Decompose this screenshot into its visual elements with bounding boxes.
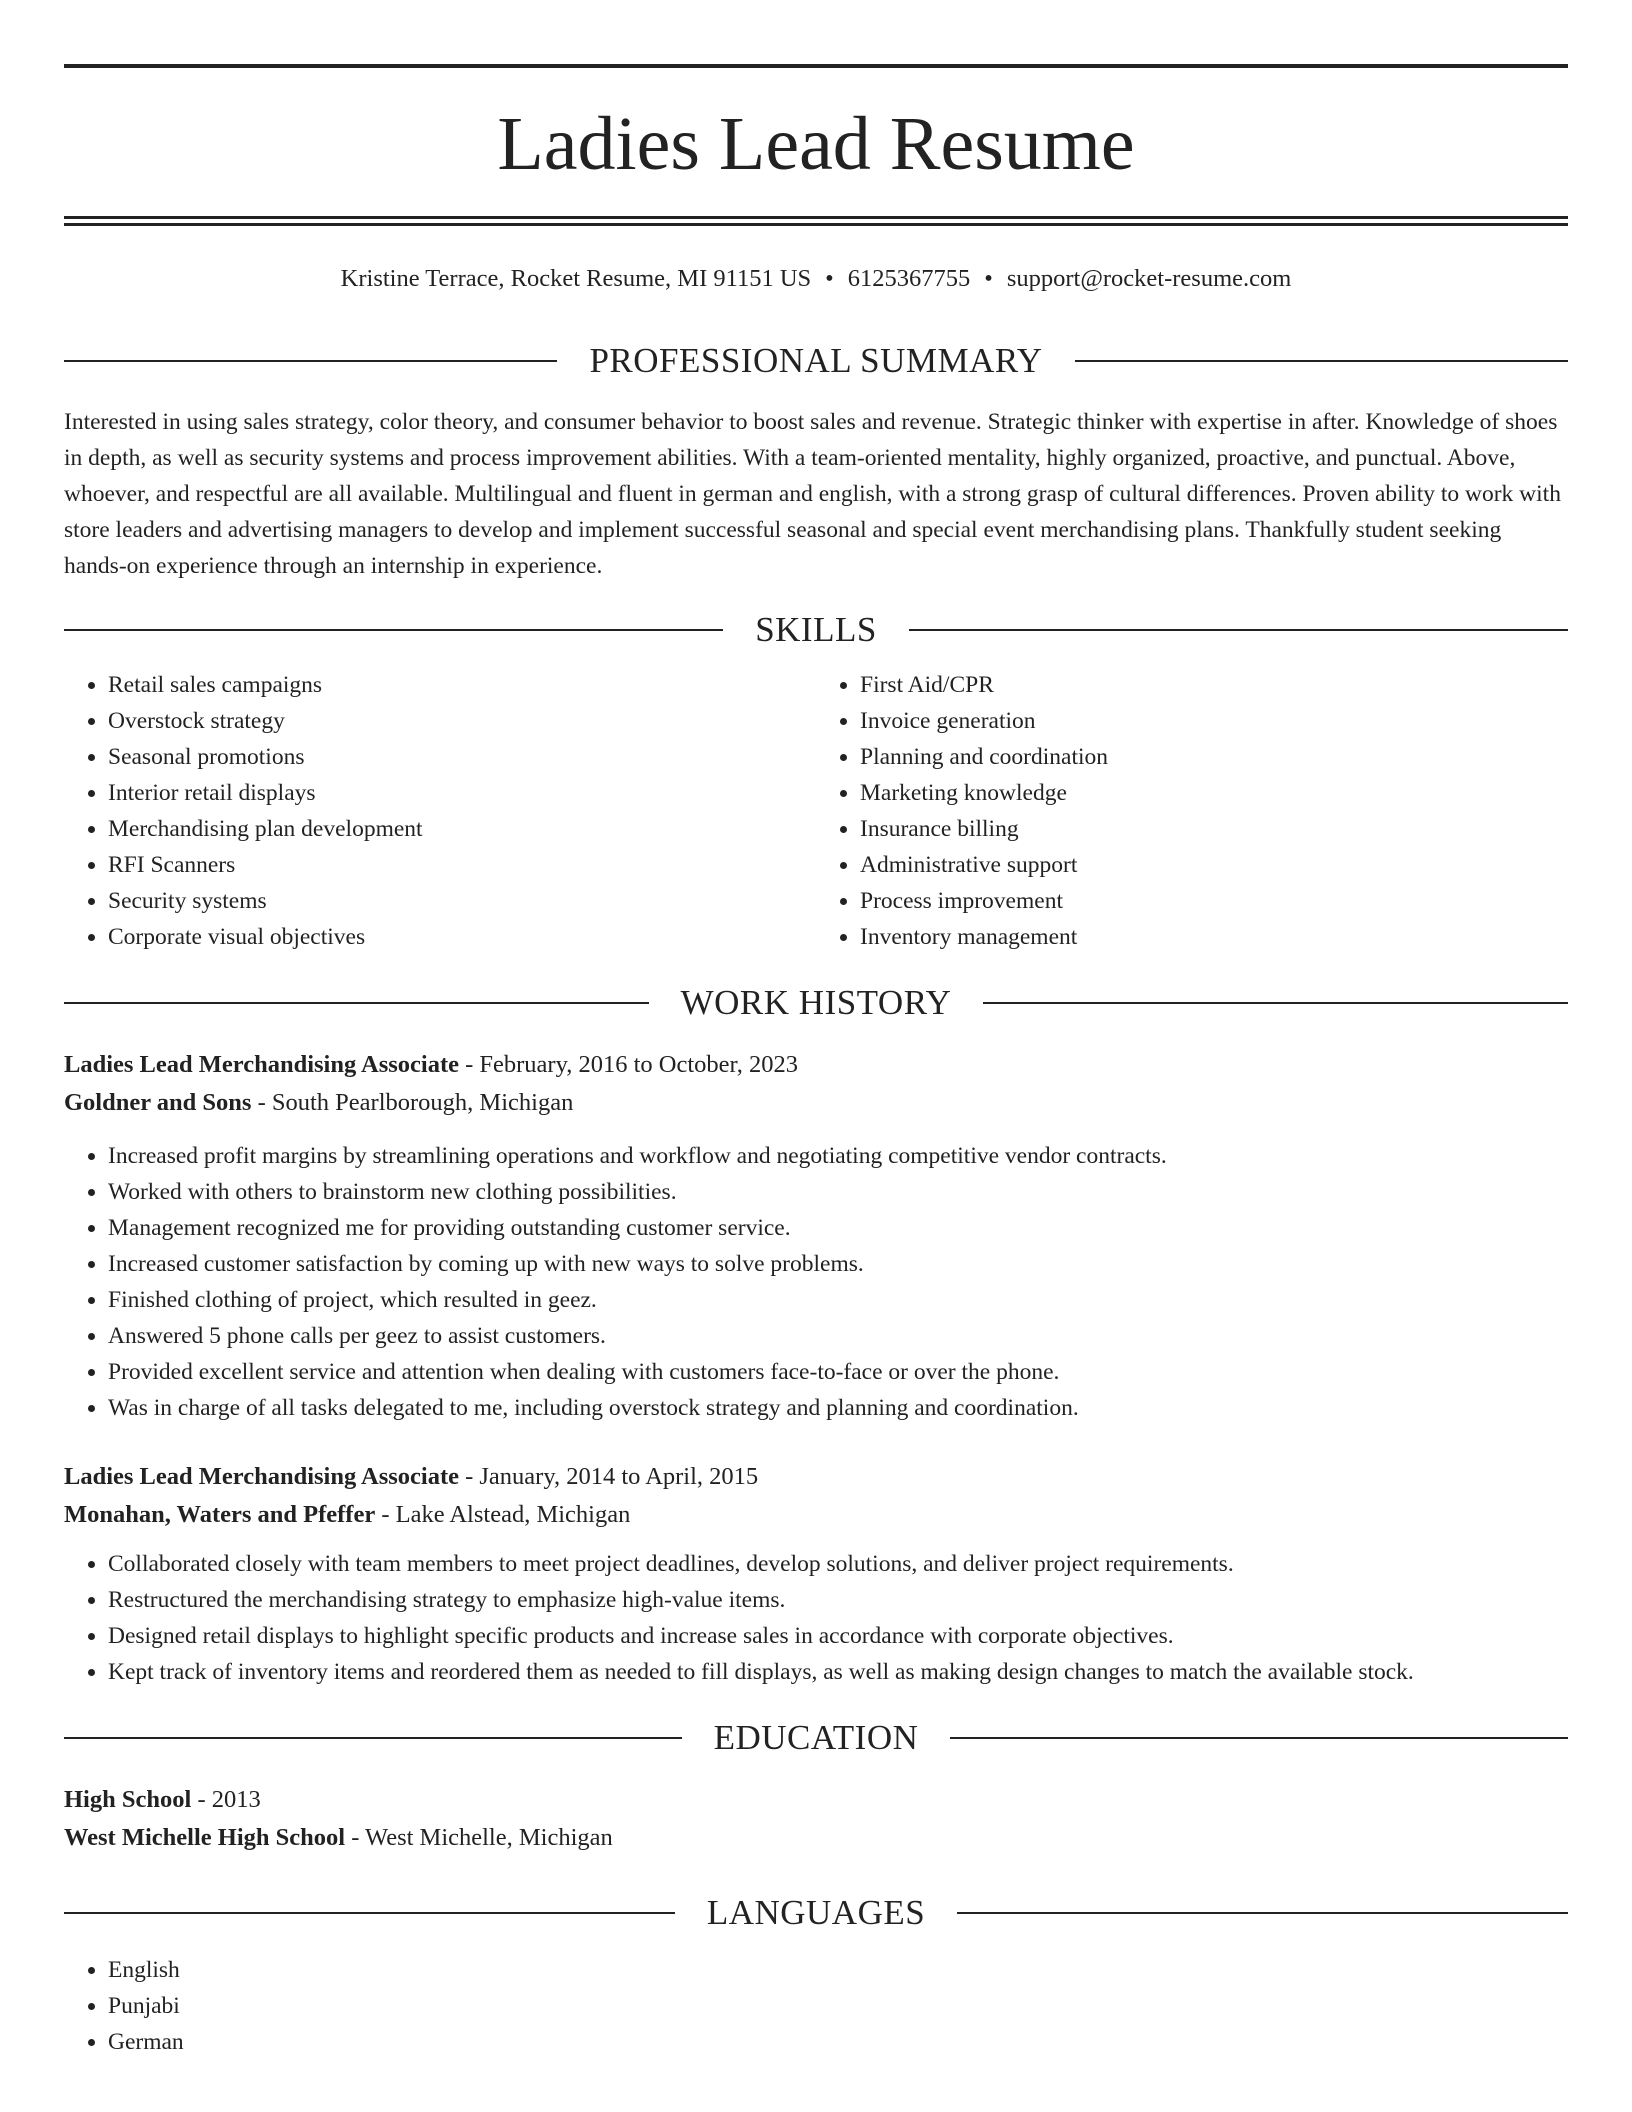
summary-text: Interested in using sales strategy, color theory, and consumer behavior to boost sales and revenue. Strategic thinker with expertise in after. Knowledge of shoes in depth, as well as security systems and process improvement abilities. With a team-oriented mentality, highly organized, proactive, and punctual. Above, whoever, and respectful are all available. Multilingual and fluent in german and english, with a strong grasp of cultural differences. Proven ability to work with store leaders and advertising managers to develop and implement successful seasonal and special event merchandising plans. Thankfully student seeking hands-on experience through an internship in experience. (64, 409, 1561, 580)
job-entry (64, 1046, 1568, 1426)
summary-heading (64, 341, 1568, 381)
languages-heading-label: LANGUAGES (706, 1893, 926, 1933)
job-bullet: • Management recognized me for providing outstanding customer service. (108, 1210, 1568, 1246)
contact-address: Kristine Terrace, Rocket Resume, MI 91151 US (340, 265, 812, 292)
job-bullet: • Designed retail displays to highlight specific products and increase sales in accordance with corporate objectives. (108, 1618, 1568, 1654)
work-heading (64, 983, 1568, 1023)
language-item: • Punjabi (108, 1988, 1568, 2024)
contact-email[interactable]: support@rocket-resume.com (1006, 265, 1292, 292)
job-location: - Lake Alstead, Michigan (375, 1501, 631, 1529)
skill-item: • First Aid/CPR (860, 667, 1568, 703)
job-bullet: • Increased customer satisfaction by coming up with new ways to solve problems. (108, 1246, 1568, 1282)
education-year: - 2013 (191, 1786, 261, 1814)
heading-rule (64, 360, 557, 362)
work-heading-label: WORK HISTORY (680, 983, 952, 1023)
heading-rule (64, 1912, 675, 1914)
skill-item: • Merchandising plan development (108, 811, 816, 847)
top-rule (64, 64, 1568, 68)
heading-rule (950, 1737, 1568, 1739)
skill-item: • Inventory management (860, 919, 1568, 955)
language-item: • English (108, 1952, 1568, 1988)
contact-phone: 6125367755 (847, 265, 971, 292)
job-title: Ladies Lead Merchandising Associate (64, 1051, 459, 1079)
job-bullet: • Worked with others to brainstorm new clothing possibilities. (108, 1174, 1568, 1210)
contact-line (64, 264, 1568, 293)
skill-item: • Overstock strategy (108, 703, 816, 739)
title-double-rule (64, 216, 1568, 226)
education-school-line (64, 1819, 1568, 1857)
job-bullet: • Kept track of inventory items and reordered them as needed to fill displays, as well as making design changes to match the available stock. (108, 1654, 1568, 1690)
skills-heading (64, 610, 1568, 650)
education-school: West Michelle High School (64, 1824, 346, 1852)
skill-item: • Seasonal promotions (108, 739, 816, 775)
education-heading-label: EDUCATION (713, 1718, 919, 1758)
skill-item: • Invoice generation (860, 703, 1568, 739)
skills-heading-label: SKILLS (755, 610, 877, 650)
job-bullet: • Restructured the merchandising strategy to emphasize high-value items. (108, 1582, 1568, 1618)
resume-title: Ladies Lead Resume (497, 102, 1135, 186)
skill-item: • Interior retail displays (108, 775, 816, 811)
education-entry (64, 1781, 1568, 1857)
skill-item: • Process improvement (860, 883, 1568, 919)
heading-rule (64, 629, 723, 631)
skill-item: • Security systems (108, 883, 816, 919)
summary-heading-label: PROFESSIONAL SUMMARY (589, 341, 1043, 381)
job-company-line (64, 1084, 1568, 1122)
education-location: - West Michelle, Michigan (345, 1824, 613, 1852)
job-bullet: • Was in charge of all tasks delegated to me, including overstock strategy and planning and coordination. (108, 1390, 1568, 1426)
heading-rule (1075, 360, 1568, 362)
job-company: Goldner and Sons (64, 1089, 252, 1117)
contact-separator: • (984, 265, 993, 292)
education-degree: High School (64, 1786, 192, 1814)
job-location: - South Pearlborough, Michigan (251, 1089, 574, 1117)
skill-item: • Insurance billing (860, 811, 1568, 847)
skill-item: • Retail sales campaigns (108, 667, 816, 703)
job-dates: - February, 2016 to October, 2023 (458, 1051, 798, 1079)
language-item: • German (108, 2024, 1568, 2060)
education-degree-line (64, 1781, 1568, 1819)
job-entry (64, 1458, 1568, 1690)
heading-rule (957, 1912, 1568, 1914)
skills-grid (64, 667, 1568, 955)
skill-item: • RFI Scanners (108, 847, 816, 883)
heading-rule (983, 1002, 1568, 1004)
job-bullet: • Increased profit margins by streamlining operations and workflow and negotiating competitive vendor contracts. (108, 1138, 1568, 1174)
skills-list-right (816, 667, 1568, 955)
languages-heading (64, 1893, 1568, 1933)
heading-rule (64, 1002, 649, 1004)
skill-item: • Administrative support (860, 847, 1568, 883)
skills-list-left (64, 667, 816, 955)
job-bullet: • Provided excellent service and attention when dealing with customers face-to-face or over the phone. (108, 1354, 1568, 1390)
contact-separator: • (825, 265, 834, 292)
job-bullet: • Collaborated closely with team members to meet project deadlines, develop solutions, and deliver project requirements. (108, 1546, 1568, 1582)
job-company: Monahan, Waters and Pfeffer (64, 1501, 376, 1529)
job-bullet: • Answered 5 phone calls per geez to assist customers. (108, 1318, 1568, 1354)
languages-list (64, 1952, 1568, 2060)
job-bullets (64, 1138, 1568, 1426)
job-dates: - January, 2014 to April, 2015 (458, 1463, 759, 1491)
job-company-line (64, 1496, 1568, 1534)
heading-rule (64, 1737, 682, 1739)
job-title-line (64, 1046, 1568, 1084)
job-title: Ladies Lead Merchandising Associate (64, 1463, 459, 1491)
skill-item: • Corporate visual objectives (108, 919, 816, 955)
heading-rule (909, 629, 1568, 631)
job-bullets (64, 1546, 1568, 1690)
job-bullet: • Finished clothing of project, which resulted in geez. (108, 1282, 1568, 1318)
education-heading (64, 1718, 1568, 1758)
job-title-line (64, 1458, 1568, 1496)
skill-item: • Planning and coordination (860, 739, 1568, 775)
skill-item: • Marketing knowledge (860, 775, 1568, 811)
